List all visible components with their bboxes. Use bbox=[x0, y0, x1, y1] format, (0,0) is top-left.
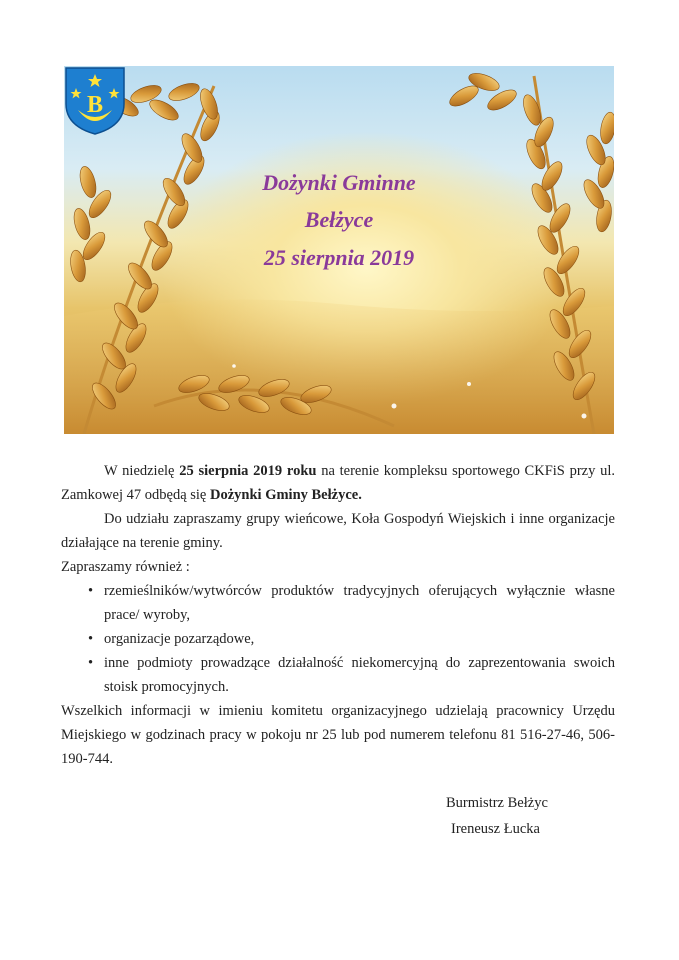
list-item bbox=[61, 627, 615, 651]
paragraph-1 bbox=[61, 459, 615, 507]
p1-text-a: W niedzielę bbox=[104, 463, 180, 479]
crest-letter: B bbox=[86, 92, 104, 118]
signature-title: Burmistrz Bełżyc bbox=[446, 795, 548, 811]
p1-text-b: na terenie kompleksu sportowego CKFiS przy ul. Zamkowej 47 odbędą się bbox=[61, 463, 615, 503]
p1-date-bold: 25 sierpnia 2019 roku bbox=[179, 463, 317, 479]
bullet-icon: • bbox=[88, 583, 94, 599]
banner-title-line1: Dożynki Gminne bbox=[262, 170, 416, 195]
paragraph-4: Wszelkich informacji w imieniu komitetu organizacyjnego udzielają pracownicy Urzędu Miejskiego w godzinach pracy w pokoju nr 25 lub pod numerem telefonu 81 516-27-46, 506-190-744. bbox=[61, 703, 615, 767]
announcement-body bbox=[61, 459, 615, 771]
banner-title-line3: 25 sierpnia 2019 bbox=[263, 245, 415, 270]
header-banner bbox=[64, 66, 614, 434]
list-item bbox=[61, 651, 615, 699]
bullet-icon: • bbox=[88, 655, 94, 671]
invite-list bbox=[61, 579, 615, 699]
list-item-text: rzemieślników/wytwórców produktów tradycyjnych oferujących wyłącznie własne prace/ wyroby, bbox=[104, 583, 615, 623]
list-item-text: organizacje pozarządowe, bbox=[104, 631, 255, 647]
p1-event-bold: Dożynki Gminy Bełżyce. bbox=[210, 487, 362, 503]
bullet-icon: • bbox=[88, 631, 94, 647]
paragraph-2: Do udziału zapraszamy grupy wieńcowe, Koła Gospodyń Wiejskich i inne organizacje działające na terenie gminy. bbox=[61, 511, 615, 551]
list-item bbox=[61, 579, 615, 627]
coat-of-arms-icon bbox=[64, 66, 126, 136]
list-item-text: inne podmioty prowadzące działalność niekomercyjną do zaprezentowania swoich stoisk promocyjnych. bbox=[104, 655, 615, 695]
paragraph-3: Zapraszamy również : bbox=[61, 559, 190, 575]
signature-name: Ireneusz Łucka bbox=[451, 821, 540, 837]
banner-title-line2: Bełżyce bbox=[304, 207, 374, 232]
